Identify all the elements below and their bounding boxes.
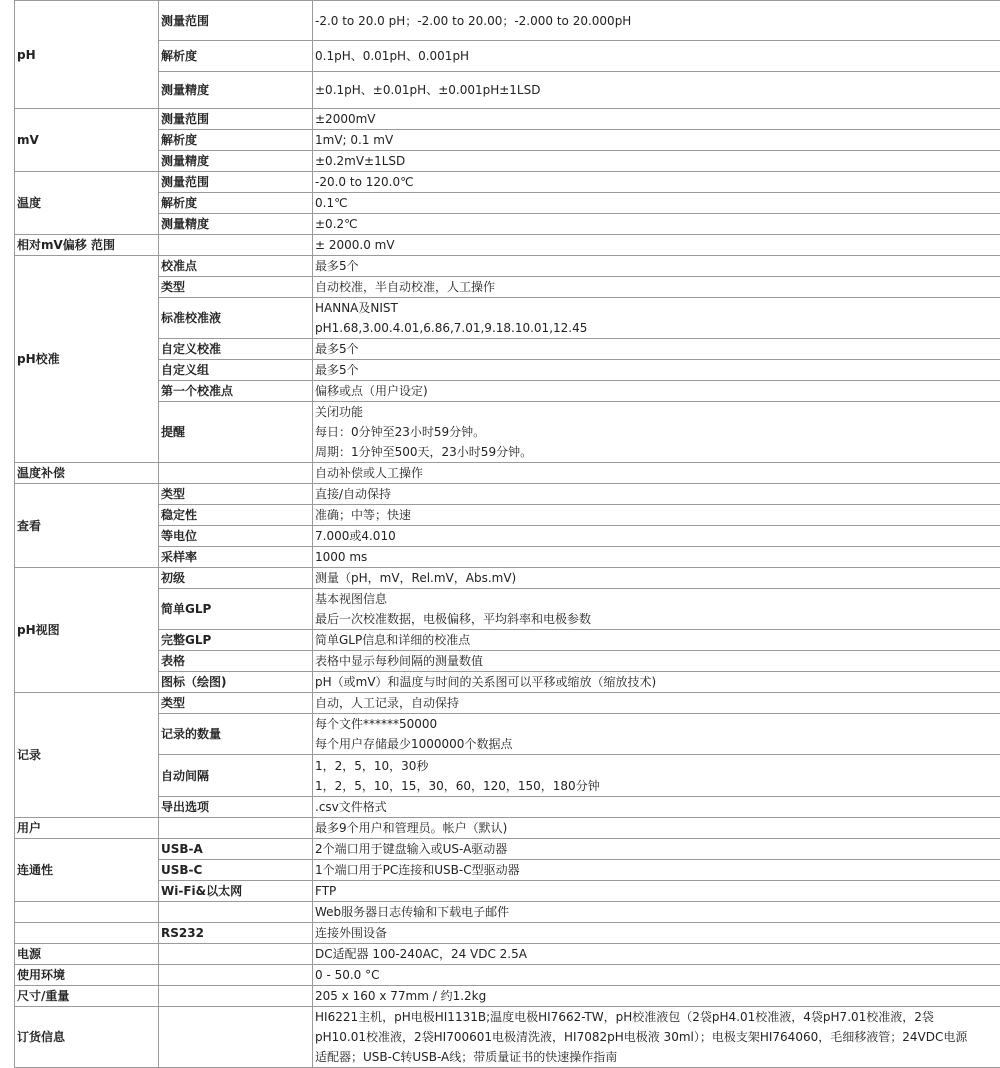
item-label-cell: 校准点 (159, 256, 313, 277)
item-label-cell (159, 965, 313, 986)
value-line: 最多5个 (315, 259, 359, 273)
value-line: 关闭功能 (315, 405, 364, 419)
spec-row (15, 1007, 1000, 1068)
item-label-cell: 类型 (159, 484, 313, 505)
value-line: 2个端口用于键盘输入或US-A驱动器 (315, 842, 508, 856)
value-line: 简单GLP信息和详细的校准点 (315, 633, 471, 647)
item-label-cell: Wi-Fi&以太网 (159, 881, 313, 902)
item-value-cell (313, 881, 1000, 902)
item-value-cell (313, 214, 1000, 235)
category-cell: 相对mV偏移 范围 (15, 235, 159, 256)
item-value-cell (313, 130, 1000, 151)
spec-row (15, 797, 1000, 818)
value-line: HANNA及NIST (315, 301, 398, 315)
spec-row (15, 672, 1000, 693)
value-line: 1，2，5，10，15，30，60，120，150，180分钟 (315, 778, 600, 793)
spec-row (15, 463, 1000, 484)
value-line: FTP (315, 884, 337, 898)
category-cell: 订货信息 (15, 1007, 159, 1068)
spec-row (15, 526, 1000, 547)
item-value-cell (313, 630, 1000, 651)
spec-row (15, 881, 1000, 902)
value-line: 偏移或点（用户设定) (315, 384, 428, 398)
value-line: 表格中显示每秒间隔的测量数值 (315, 654, 484, 668)
item-value-cell (313, 589, 1000, 630)
value-line: 0.1pH、0.01pH、0.001pH (315, 49, 470, 63)
item-label-cell: 第一个校准点 (159, 381, 313, 402)
spec-row (15, 944, 1000, 965)
spec-row (15, 72, 1000, 109)
item-label-cell (159, 1007, 313, 1068)
value-line: 最多9个用户和管理员。帐户（默认) (315, 821, 508, 835)
item-label-cell: 采样率 (159, 547, 313, 568)
spec-row (15, 1, 1000, 41)
item-label-cell (159, 818, 313, 839)
spec-row (15, 151, 1000, 172)
item-label-cell: 类型 (159, 277, 313, 298)
item-value-cell (313, 72, 1000, 109)
item-value-cell (313, 339, 1000, 360)
category-cell: pH校准 (15, 256, 159, 463)
item-label-cell (159, 463, 313, 484)
category-cell: mV (15, 109, 159, 172)
item-label-cell: 测量精度 (159, 214, 313, 235)
item-label-cell: 自定义组 (159, 360, 313, 381)
spec-row (15, 277, 1000, 298)
item-value-cell (313, 151, 1000, 172)
value-line: 0.1℃ (315, 196, 348, 210)
category-cell: 电源 (15, 944, 159, 965)
spec-table (14, 0, 1000, 1068)
item-label-cell: 自动间隔 (159, 755, 313, 797)
item-value-cell (313, 172, 1000, 193)
item-value-cell (313, 714, 1000, 755)
item-value-cell (313, 41, 1000, 72)
spec-table-body (15, 1, 1000, 1068)
spec-row (15, 965, 1000, 986)
category-cell: 使用环境 (15, 965, 159, 986)
value-line: Web服务器日志传输和下载电子邮件 (315, 905, 510, 919)
value-line: 0 - 50.0 °C (315, 968, 380, 982)
item-label-cell: 解析度 (159, 130, 313, 151)
value-line: pH（或mV）和温度与时间的关系图可以平移或缩放（缩放技术) (315, 675, 657, 689)
item-value-cell (313, 402, 1000, 463)
value-line: 1，2，5，10，30秒 (315, 758, 429, 773)
item-value-cell (313, 693, 1000, 714)
value-line: HI6221主机，pH电极HI1131B;温度电极HI7662-TW，pH校准液包（2袋pH4.01校准液，4袋pH7.01校准液，2袋 (315, 1010, 934, 1024)
item-label-cell: 标准校准液 (159, 298, 313, 339)
item-value-cell (313, 360, 1000, 381)
value-line: 自动补偿或人工操作 (315, 466, 424, 480)
item-label-cell: USB-C (159, 860, 313, 881)
spec-row (15, 484, 1000, 505)
spec-row (15, 130, 1000, 151)
spec-row (15, 902, 1000, 923)
item-label-cell: 图标（绘图) (159, 672, 313, 693)
item-value-cell (313, 193, 1000, 214)
spec-row (15, 381, 1000, 402)
category-cell: 连通性 (15, 839, 159, 902)
item-label-cell: 稳定性 (159, 505, 313, 526)
item-label-cell: 解析度 (159, 193, 313, 214)
item-value-cell (313, 463, 1000, 484)
spec-row (15, 630, 1000, 651)
value-line: 1个端口用于PC连接和USB-C型驱动器 (315, 863, 520, 877)
category-cell: pH视图 (15, 568, 159, 693)
spec-row (15, 714, 1000, 755)
value-line: 最多5个 (315, 342, 359, 356)
spec-row (15, 256, 1000, 277)
item-label-cell: 表格 (159, 651, 313, 672)
spec-row (15, 589, 1000, 630)
item-label-cell: 完整GLP (159, 630, 313, 651)
item-value-cell (313, 839, 1000, 860)
spec-row (15, 986, 1000, 1007)
value-line: 1mV; 0.1 mV (315, 133, 394, 147)
item-label-cell: 自定义校准 (159, 339, 313, 360)
value-line: -20.0 to 120.0℃ (315, 175, 414, 189)
item-value-cell (313, 547, 1000, 568)
value-line: 每个用户存储最少1000000个数据点 (315, 737, 513, 751)
item-label-cell (159, 902, 313, 923)
value-line: ±0.2mV±1LSD (315, 154, 406, 168)
spec-row (15, 818, 1000, 839)
spec-row (15, 839, 1000, 860)
item-value-cell (313, 1, 1000, 41)
value-line: 1000 ms (315, 550, 368, 564)
item-value-cell (313, 672, 1000, 693)
value-line: 最后一次校准数据，电极偏移，平均斜率和电极参数 (315, 612, 592, 626)
item-label-cell: 类型 (159, 693, 313, 714)
spec-row (15, 339, 1000, 360)
value-line: 周期：1分钟至500天，23小时59分钟。 (315, 445, 533, 459)
spec-row (15, 214, 1000, 235)
value-line: 准确；中等；快速 (315, 508, 412, 522)
item-label-cell (159, 986, 313, 1007)
value-line: 自动校准，半自动校准，人工操作 (315, 280, 496, 294)
item-value-cell (313, 1007, 1000, 1068)
value-line: pH1.68,3.00.4.01,6.86,7.01,9.18.10.01,12.45 (315, 321, 588, 335)
item-value-cell (313, 109, 1000, 130)
value-line: 连接外围设备 (315, 926, 388, 940)
spec-row (15, 651, 1000, 672)
spec-row (15, 505, 1000, 526)
item-label-cell (159, 235, 313, 256)
item-value-cell (313, 526, 1000, 547)
item-label-cell: 测量范围 (159, 109, 313, 130)
item-value-cell (313, 986, 1000, 1007)
item-label-cell: 测量精度 (159, 151, 313, 172)
value-line: ±2000mV (315, 112, 376, 126)
item-value-cell (313, 860, 1000, 881)
value-line: -2.0 to 20.0 pH；-2.00 to 20.00；-2.000 to 20.000pH (315, 13, 632, 28)
item-value-cell (313, 923, 1000, 944)
item-label-cell: 解析度 (159, 41, 313, 72)
value-line: ± 2000.0 mV (315, 238, 395, 252)
item-label-cell: 测量精度 (159, 72, 313, 109)
item-value-cell (313, 381, 1000, 402)
value-line: 最多5个 (315, 363, 359, 377)
spec-row (15, 755, 1000, 797)
spec-row (15, 193, 1000, 214)
value-line: ±0.1pH、±0.01pH、±0.001pH±1LSD (315, 83, 541, 97)
item-value-cell (313, 755, 1000, 797)
item-label-cell: 记录的数量 (159, 714, 313, 755)
spec-row (15, 298, 1000, 339)
value-line: 每个文件******50000 (315, 717, 438, 731)
category-cell: 记录 (15, 693, 159, 818)
item-label-cell: 测量范围 (159, 172, 313, 193)
item-value-cell (313, 568, 1000, 589)
item-label-cell: 简单GLP (159, 589, 313, 630)
spec-row (15, 109, 1000, 130)
item-value-cell (313, 965, 1000, 986)
category-cell: pH (15, 1, 159, 109)
item-label-cell: 初级 (159, 568, 313, 589)
spec-row (15, 41, 1000, 72)
value-line: 7.000或4.010 (315, 529, 396, 543)
item-value-cell (313, 277, 1000, 298)
spec-row (15, 360, 1000, 381)
item-label-cell: 等电位 (159, 526, 313, 547)
category-cell: 温度补偿 (15, 463, 159, 484)
value-line: .csv文件格式 (315, 800, 387, 814)
item-label-cell: 测量范围 (159, 1, 313, 41)
category-cell: 尺寸/重量 (15, 986, 159, 1007)
item-value-cell (313, 651, 1000, 672)
spec-row (15, 547, 1000, 568)
value-line: pH10.01校准液，2袋HI700601电极清洗液，HI7082pH电极液 30ml）；电极支架HI764060，毛细移液管；24VDC电源 (315, 1030, 968, 1044)
category-cell: 温度 (15, 172, 159, 235)
spec-row (15, 402, 1000, 463)
category-cell: 查看 (15, 484, 159, 568)
value-line: 每日：0分钟至23小时59分钟。 (315, 425, 486, 439)
category-cell (15, 902, 159, 923)
item-value-cell (313, 797, 1000, 818)
value-line: ±0.2℃ (315, 217, 358, 231)
spec-row (15, 235, 1000, 256)
item-value-cell (313, 505, 1000, 526)
value-line: 205 x 160 x 77mm / 约1.2kg (315, 989, 487, 1003)
spec-row (15, 172, 1000, 193)
item-label-cell: RS232 (159, 923, 313, 944)
spec-row (15, 568, 1000, 589)
value-line: 直接/自动保持 (315, 487, 392, 501)
value-line: 适配器；USB-C转USB-A线；带质量证书的快速操作指南 (315, 1050, 618, 1064)
spec-row (15, 693, 1000, 714)
category-cell (15, 923, 159, 944)
item-value-cell (313, 235, 1000, 256)
spec-row (15, 860, 1000, 881)
item-value-cell (313, 944, 1000, 965)
item-value-cell (313, 298, 1000, 339)
value-line: 测量（pH，mV，Rel.mV，Abs.mV) (315, 571, 517, 585)
value-line: 自动，人工记录，自动保持 (315, 696, 460, 710)
item-value-cell (313, 256, 1000, 277)
item-label-cell: 导出选项 (159, 797, 313, 818)
item-value-cell (313, 902, 1000, 923)
category-cell: 用户 (15, 818, 159, 839)
spec-row (15, 923, 1000, 944)
item-value-cell (313, 818, 1000, 839)
item-label-cell: 提醒 (159, 402, 313, 463)
value-line: 基本视图信息 (315, 592, 388, 606)
item-label-cell: USB-A (159, 839, 313, 860)
item-value-cell (313, 484, 1000, 505)
item-label-cell (159, 944, 313, 965)
value-line: DC适配器 100-240AC，24 VDC 2.5A (315, 947, 527, 961)
